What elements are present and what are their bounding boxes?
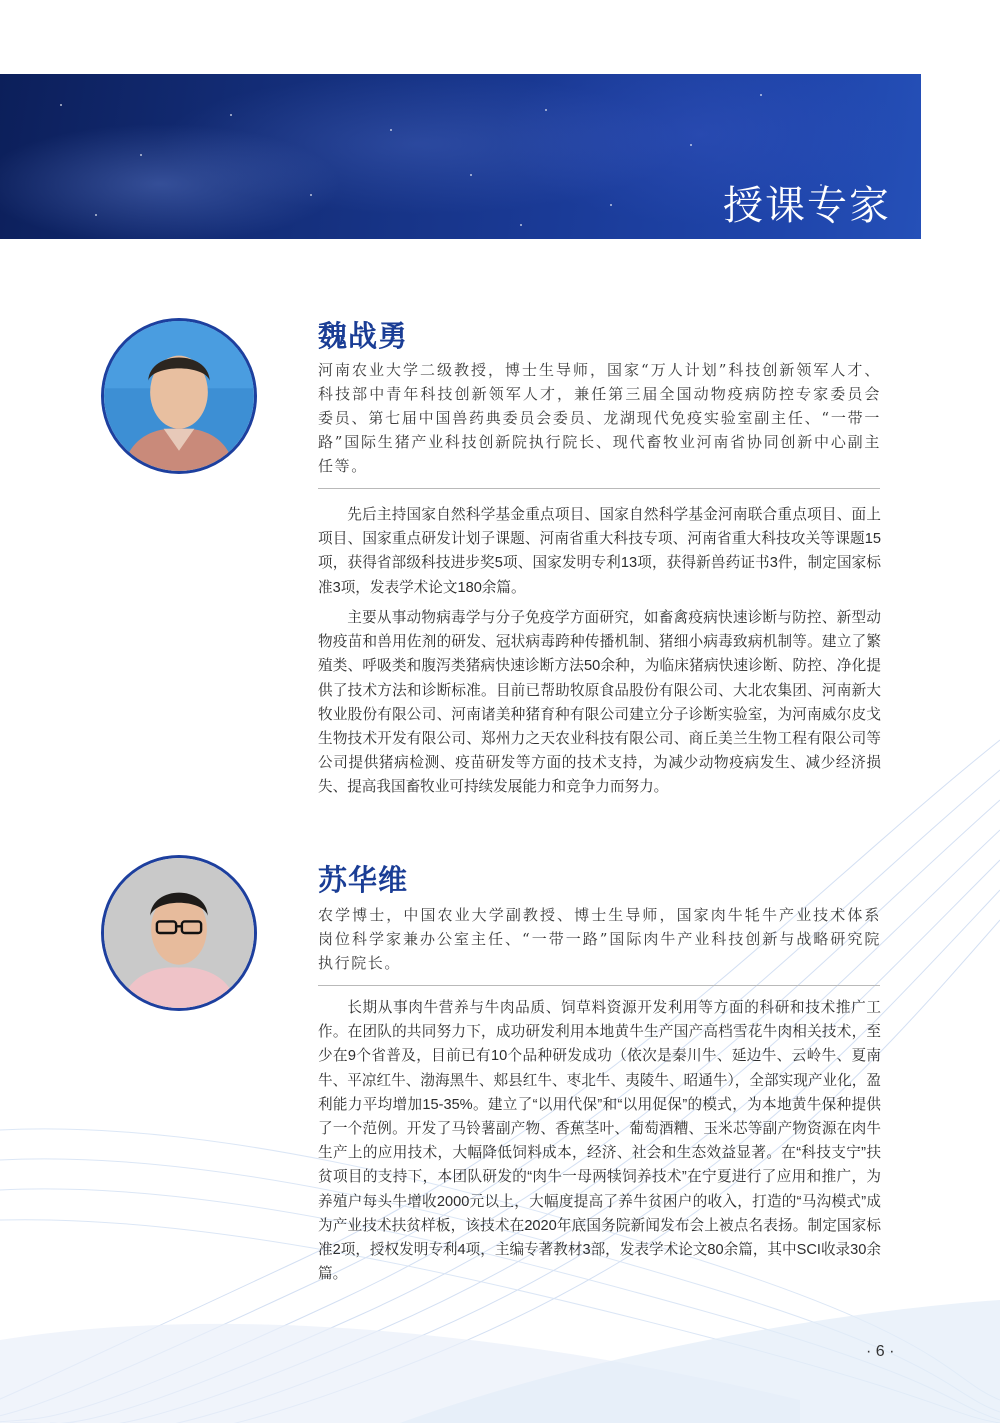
- expert-paragraph: 长期从事肉牛营养与牛肉品质、饲草料资源开发利用等方面的科研和技术推广工作。在团队的共同努力下，成功研发利用本地黄牛生产国产高档雪花牛肉相关技术，至少在9个省普及，目前已有10个品种研发成功（依次是秦川牛、延边牛、云岭牛、夏南牛、平凉红牛、渤海黑牛、郏县红牛、枣北牛、夷陵牛、昭通牛），全部实现产业化，盈利能力平均增加15-35%。建立了“以用代保”和“以用促保”的模式，为本地黄牛保种提供了一个范例。开发了马铃薯副产物、香蕉茎叶、葡萄酒糟、玉米芯等副产物资源在肉牛生产上的应用技术，大幅降低饲料成本，经济、社会和生态效益显著。在“科技支宁”扶贫项目的支持下，本团队研发的“肉牛一母两犊饲养技术”在宁夏进行了应用和推广，为养殖户每头牛增收2000元以上，大幅度提高了养牛贫困户的收入，打造的“马沟模式”成为产业技术扶贫样板，该技术在2020年底国务院新闻发布会上被点名表扬。制定国家标准2项，授权发明专利4项，主编专著教材3部，发表学术论文80余篇，其中SCI收录30余篇。: [318, 1000, 881, 1283]
- expert-bio: 农学博士，中国农业大学副教授、博士生导师，国家肉牛牦牛产业技术体系岗位科学家兼办公室主任、“一带一路”国际肉牛产业科技创新与战略研究院执行院长。: [318, 906, 881, 972]
- header-banner: [0, 74, 921, 239]
- expert-name: 苏华维: [318, 863, 409, 897]
- section-divider: [318, 488, 880, 489]
- section-divider: [318, 985, 880, 986]
- expert-bio: 河南农业大学二级教授，博士生导师，国家“万人计划”科技创新领军人才、科技部中青年科技创新领军人才，兼任第三届全国动物疫病防控专家委员会委员、第七届中国兽药典委员会委员、龙湖现代免疫实验室副主任、“一带一路”国际生猪产业科技创新院执行院长、现代畜牧业河南省协同创新中心副主任等。: [318, 361, 881, 475]
- expert-photo-avatar: [101, 855, 257, 1011]
- page-title: 授课专家: [723, 183, 891, 229]
- expert-paragraph: 主要从事动物病毒学与分子免疫学方面研究，如畜禽疫病快速诊断与防控、新型动物疫苗和兽用佐剂的研发、冠状病毒跨种传播机制、猪细小病毒致病机制等。建立了繁殖类、呼吸类和腹泻类猪病快速诊断方法50余种，为临床猪病快速诊断、防控、净化提供了技术方法和诊断标准。目前已帮助牧原食品股份有限公司、大北农集团、河南新大牧业股份有限公司、河南诸美种猪育种有限公司建立分子诊断实验室，为河南威尔皮戈生物技术开发有限公司、郑州力之天农业科技有限公司、商丘美兰生物工程有限公司等公司提供猪病检测、疫苗研发等方面的技术支持，为减少动物疫病发生、减少经济损失、提高我国畜牧业可持续发展能力和竞争力而努力。: [318, 610, 881, 796]
- expert-name: 魏战勇: [318, 319, 409, 353]
- expert-photo-avatar: [101, 318, 257, 474]
- expert-paragraph: 先后主持国家自然科学基金重点项目、国家自然科学基金河南联合重点项目、面上项目、国家重点研发计划子课题、河南省重大科技专项、河南省重大科技攻关等课题15项，获得省部级科技进步奖5项、国家发明专利13项，获得新兽药证书3件，制定国家标准3项，发表学术论文180余篇。: [318, 507, 881, 596]
- page-number: · 6 ·: [866, 1343, 895, 1360]
